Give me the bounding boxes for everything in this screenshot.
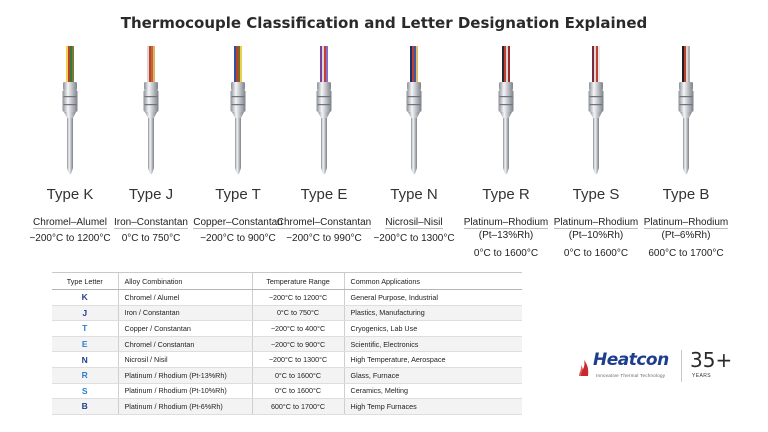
type-column-3 [190, 186, 286, 244]
range-cell: −200°C to 1300°C [252, 352, 344, 368]
type-letter-cell: S [52, 383, 118, 399]
type-letter-cell: B [52, 399, 118, 415]
table-row [52, 399, 522, 415]
alloy-name [548, 216, 644, 242]
table-row [52, 367, 522, 383]
page-title: Thermocouple Classification and Letter Designation Explained [120, 14, 648, 32]
type-name: Type N [390, 186, 438, 203]
type-name: Type R [482, 186, 530, 203]
probe-7-illustration [576, 46, 616, 176]
probe-2-illustration [131, 46, 171, 176]
applications-cell: Cryogenics, Lab Use [344, 321, 522, 337]
alloy-cell: Chromel / Constantan [118, 336, 252, 352]
applications-cell: Scientific, Electronics [344, 336, 522, 352]
alloy-name [638, 216, 734, 242]
type-letter-cell: K [52, 290, 118, 306]
alloy-cell: Chromel / Alumel [118, 290, 252, 306]
alloy-cell: Iron / Constantan [118, 305, 252, 321]
alloy-line-1: Copper–Constantan [193, 217, 283, 228]
heatcon-logo [578, 348, 758, 388]
alloy-line-1: Chromel–Constantan [276, 217, 372, 228]
type-column-6 [458, 186, 554, 259]
thermocouple-probe-icon [218, 46, 258, 176]
temperature-range: −200°C to 1200°C [29, 233, 111, 244]
temperature-range: 0°C to 1600°C [473, 248, 539, 259]
type-column-4 [276, 186, 372, 244]
column-header-range: Temperature Range [252, 273, 344, 290]
type-letter-cell: T [52, 321, 118, 337]
applications-cell: Glass, Furnace [344, 367, 522, 383]
probe-4-illustration [304, 46, 344, 176]
table-row [52, 336, 522, 352]
alloy-line-1: Iron–Constantan [114, 217, 188, 228]
temperature-range: −200°C to 990°C [286, 233, 362, 244]
logo-divider [681, 350, 682, 382]
temperature-range: 0°C to 1600°C [563, 248, 629, 259]
alloy-line-1: Chromel–Alumel [33, 217, 107, 228]
type-letter-cell: J [52, 305, 118, 321]
type-column-2 [103, 186, 199, 244]
thermocouple-types [0, 186, 768, 266]
flame-mark-icon [578, 352, 592, 378]
classification-table [52, 272, 522, 415]
alloy-line-1: Nicrosil–Nisil [385, 217, 443, 228]
table-row [52, 290, 522, 306]
alloy-name [458, 216, 554, 242]
type-letter-cell: R [52, 367, 118, 383]
alloy-cell: Platinum / Rhodium (Pt-6%Rh) [118, 399, 252, 415]
applications-cell: High Temp Furnaces [344, 399, 522, 415]
table-header-row [52, 273, 522, 290]
temperature-range: −200°C to 1300°C [373, 233, 455, 244]
type-name: Type E [300, 186, 348, 203]
range-cell: 0°C to 1600°C [252, 383, 344, 399]
alloy-cell: Platinum / Rhodium (Pt-10%Rh) [118, 383, 252, 399]
alloy-name [103, 216, 199, 229]
thermocouple-probe-icon [304, 46, 344, 176]
temperature-range: −200°C to 900°C [200, 233, 276, 244]
probe-6-illustration [486, 46, 526, 176]
range-cell: 0°C to 1600°C [252, 367, 344, 383]
years-number: 35+ [690, 348, 733, 372]
range-cell: −200°C to 1200°C [252, 290, 344, 306]
alloy-name [190, 216, 286, 229]
alloy-cell: Copper / Constantan [118, 321, 252, 337]
thermocouple-probe-icon [486, 46, 526, 176]
table-row [52, 383, 522, 399]
range-cell: 0°C to 750°C [252, 305, 344, 321]
type-name: Type T [215, 186, 261, 203]
type-name: Type K [46, 186, 94, 203]
years-label: YEARS [692, 373, 711, 379]
type-letter-cell: N [52, 352, 118, 368]
brand-tagline: Innovative Thermal Technology [596, 373, 666, 378]
alloy-line-2: (Pt–13%Rh) [478, 230, 534, 241]
type-column-7 [548, 186, 644, 259]
range-cell: −200°C to 900°C [252, 336, 344, 352]
alloy-line-1: Platinum–Rhodium [553, 217, 639, 228]
range-cell: −200°C to 400°C [252, 321, 344, 337]
probe-1-illustration [50, 46, 90, 176]
table-row [52, 352, 522, 368]
probe-5-illustration [394, 46, 434, 176]
temperature-range: 600°C to 1700°C [648, 248, 724, 259]
thermocouple-probe-icon [576, 46, 616, 176]
alloy-line-1: Platinum–Rhodium [643, 217, 729, 228]
type-column-5 [366, 186, 462, 244]
alloy-line-2: (Pt–10%Rh) [568, 230, 624, 241]
probe-illustrations [0, 46, 768, 176]
thermocouple-probe-icon [131, 46, 171, 176]
type-column-8 [638, 186, 734, 259]
applications-cell: High Temperature, Aerospace [344, 352, 522, 368]
type-name: Type B [662, 186, 710, 203]
alloy-line-2: (Pt–6%Rh) [661, 230, 711, 241]
thermocouple-probe-icon [50, 46, 90, 176]
column-header-type-letter: Type Letter [52, 273, 118, 290]
alloy-name [366, 216, 462, 229]
table-row [52, 321, 522, 337]
probe-8-illustration [666, 46, 706, 176]
alloy-cell: Platinum / Rhodium (Pt-13%Rh) [118, 367, 252, 383]
type-name: Type J [128, 186, 174, 203]
temperature-range: 0°C to 750°C [121, 233, 181, 244]
type-name: Type S [572, 186, 620, 203]
probe-3-illustration [218, 46, 258, 176]
range-cell: 600°C to 1700°C [252, 399, 344, 415]
table-row [52, 305, 522, 321]
brand-name: Heatcon [593, 350, 669, 370]
applications-cell: General Purpose, Industrial [344, 290, 522, 306]
thermocouple-probe-icon [394, 46, 434, 176]
applications-cell: Plastics, Manufacturing [344, 305, 522, 321]
alloy-line-1: Platinum–Rhodium [463, 217, 549, 228]
applications-cell: Ceramics, Melting [344, 383, 522, 399]
type-letter-cell: E [52, 336, 118, 352]
column-header-alloy: Alloy Combination [118, 273, 252, 290]
column-header-applications: Common Applications [344, 273, 522, 290]
alloy-name [276, 216, 372, 229]
alloy-cell: Nicrosil / Nisil [118, 352, 252, 368]
thermocouple-probe-icon [666, 46, 706, 176]
